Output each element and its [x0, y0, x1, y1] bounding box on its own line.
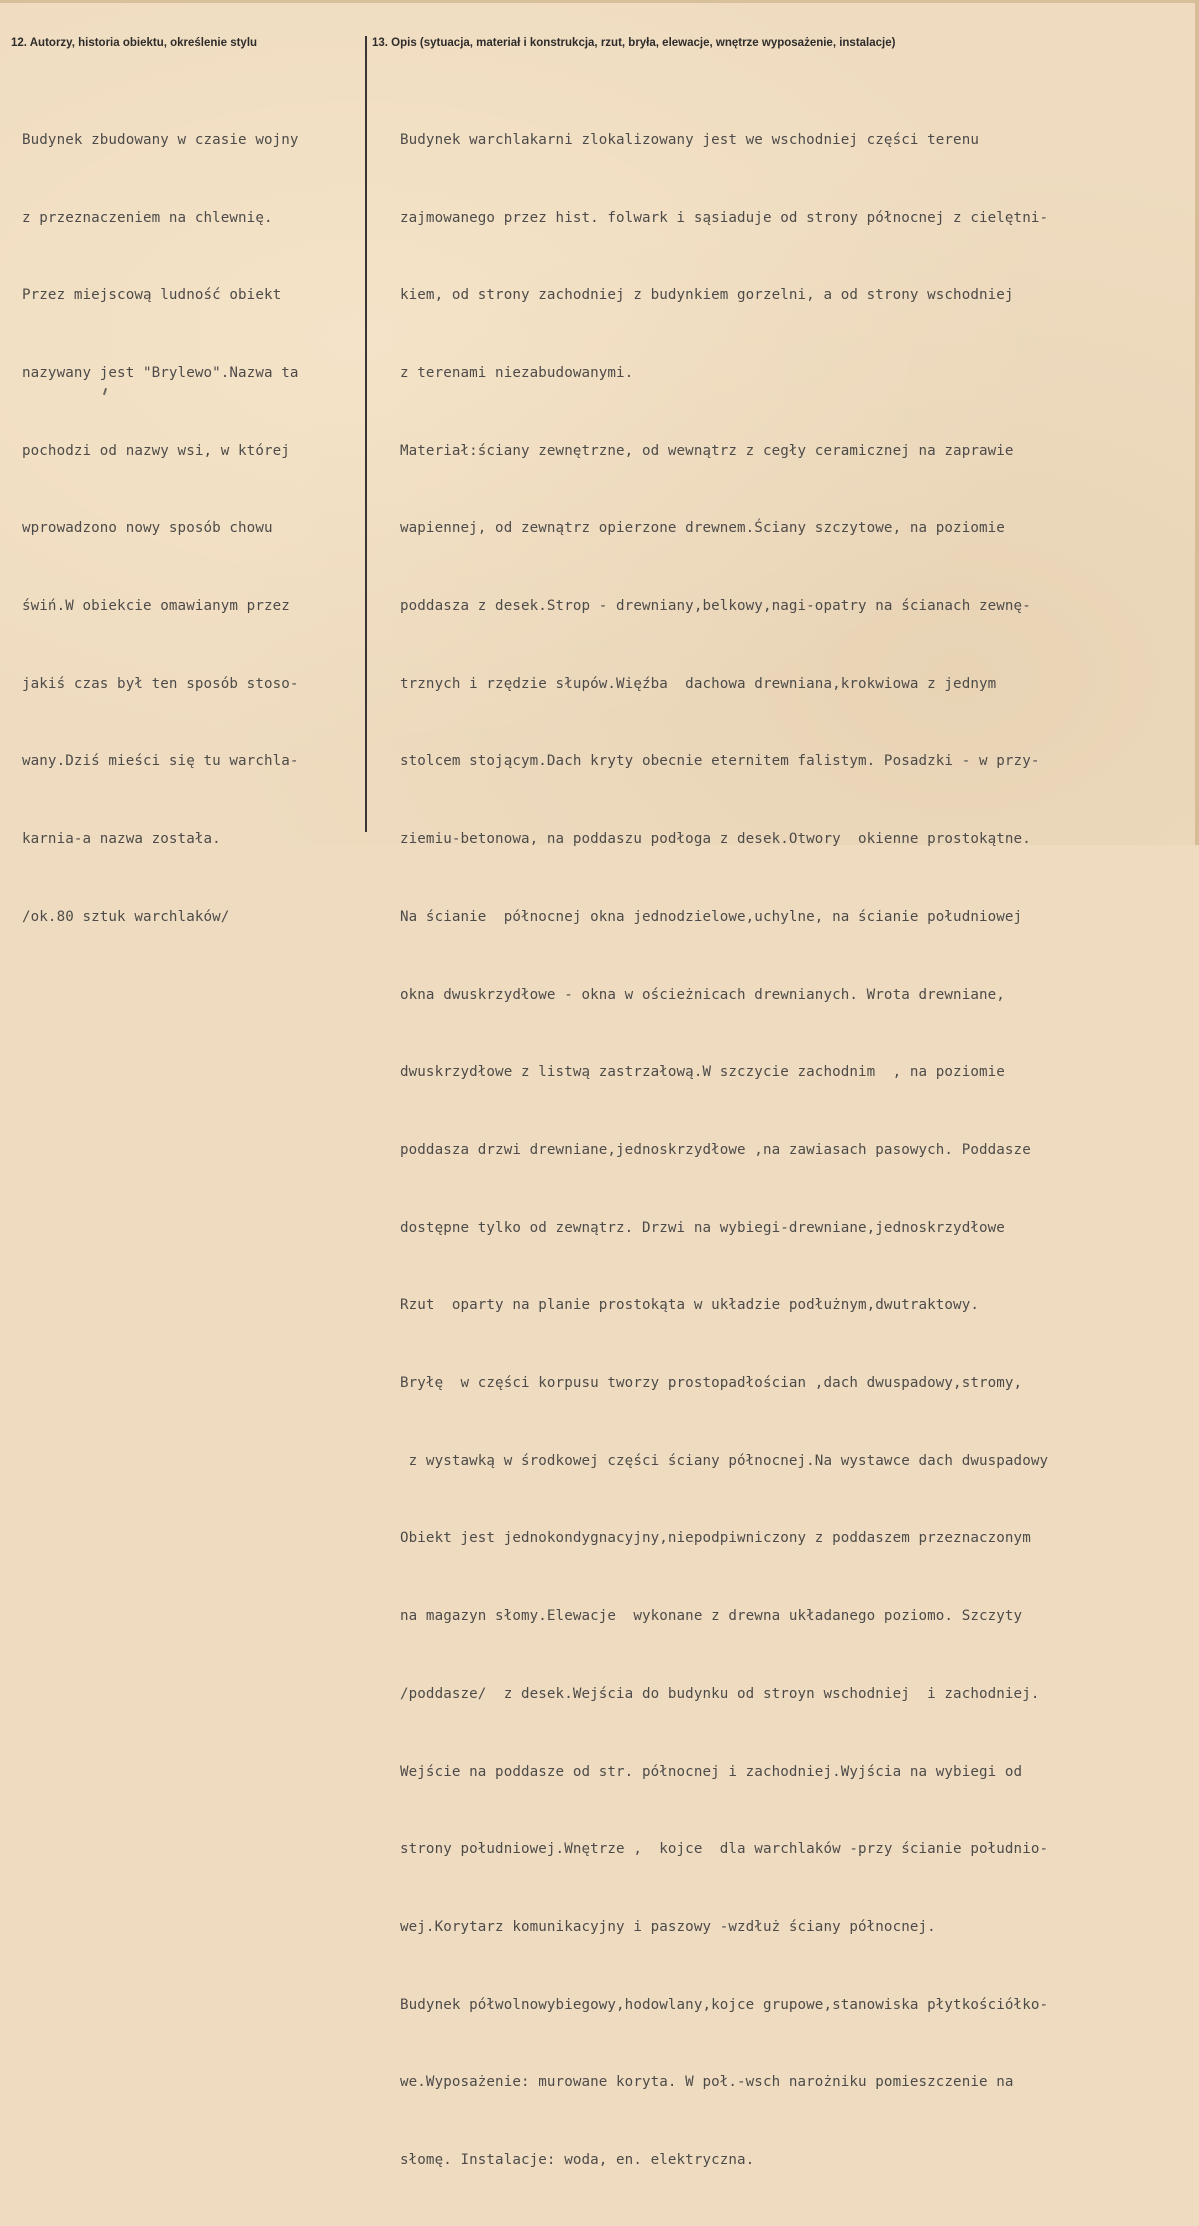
- left-line: świń.W obiekcie omawianym przez: [22, 598, 290, 615]
- right-line: stolcem stojącym.Dach kryty obecnie eternitem falistym. Posadzki - w przy-: [400, 753, 1040, 770]
- right-line: poddasza drzwi drewniane,jednoskrzydłowe ,na zawiasach pasowych. Poddasze: [400, 1141, 1031, 1158]
- right-line: z wystawką w środkowej części ściany północnej.Na wystawce dach dwuspadowy: [400, 1452, 1049, 1469]
- right-line: na magazyn słomy.Elewacje wykonane z drewna układanego poziomo. Szczyty: [400, 1608, 1023, 1625]
- left-line: wany.Dziś mieści się tu warchla-: [22, 753, 299, 770]
- left-line: wprowadzono nowy sposób chowu: [22, 520, 273, 537]
- right-line: Wejście na poddasze od str. północnej i zachodniej.Wyjścia na wybiegi od: [400, 1763, 1023, 1780]
- right-line: wapiennej, od zewnątrz opierzone drewnem.Ściany szczytowe, na poziomie: [400, 520, 1005, 537]
- right-line: wej.Korytarz komunikacyjny i paszowy -wzdłuż ściany północnej.: [400, 1918, 936, 1935]
- right-line: Budynek półwolnowybiegowy,hodowlany,kojce grupowe,stanowiska płytkościółko-: [400, 1996, 1049, 2013]
- right-line: dwuskrzydłowe z listwą zastrzałową.W szczycie zachodnim , na poziomie: [400, 1064, 1005, 1081]
- right-line: Materiał:ściany zewnętrzne, od wewnątrz z cegły ceramicznej na zaprawie: [400, 442, 1014, 459]
- right-line: Budynek warchlakarni zlokalizowany jest we wschodniej części terenu: [400, 131, 979, 148]
- right-line: we.Wyposażenie: murowane koryta. W poł.-wsch narożniku pomieszczenie na: [400, 2074, 1014, 2091]
- left-line: nazywany jest "Brylewo".Nazwa ta: [22, 364, 299, 381]
- right-line: ziemiu-betonowa, na poddaszu podłoga z desek.Otwory okienne prostokątne.: [400, 831, 1031, 848]
- paper-right-edge: [1195, 0, 1199, 845]
- right-line: poddasza z desek.Strop - drewniany,belkowy,nagi-opatry na ścianach zewnę-: [400, 598, 1031, 615]
- right-line: z terenami niezabudowanymi.: [400, 364, 634, 381]
- paper-top-edge: [0, 0, 1199, 3]
- left-line: z przeznaczeniem na chlewnię.: [22, 209, 273, 226]
- column-divider: [365, 36, 367, 832]
- right-column-text: [400, 76, 1048, 2226]
- header-description: 13. Opis (sytuacja, materiał i konstrukcja, rzut, bryła, elewacje, wnętrze wyposażenie, instalacje): [372, 37, 896, 49]
- right-line: kiem, od strony zachodniej z budynkiem gorzelni, a od strony wschodniej: [400, 287, 1014, 304]
- header-authors-history-style: 12. Autorzy, historia obiektu, określenie stylu: [11, 37, 258, 49]
- right-line: okna dwuskrzydłowe - okna w ościeżnicach drewnianych. Wrota drewniane,: [400, 986, 1005, 1003]
- right-line: Rzut oparty na planie prostokąta w układzie podłużnym,dwutraktowy.: [400, 1297, 979, 1314]
- right-line: Obiekt jest jednokondygnacyjny,niepodpiwniczony z poddaszem przeznaczonym: [400, 1530, 1031, 1547]
- right-line: Na ścianie północnej okna jednodzielowe,uchylne, na ścianie południowej: [400, 908, 1023, 925]
- right-line: /poddasze/ z desek.Wejścia do budynku od stroyn wschodniej i zachodniej.: [400, 1685, 1040, 1702]
- right-line: Bryłę w części korpusu tworzy prostopadłościan ,dach dwuspadowy,stromy,: [400, 1375, 1023, 1392]
- right-line: strony południowej.Wnętrze , kojce dla warchlaków -przy ścianie południo-: [400, 1841, 1049, 1858]
- right-line: zajmowanego przez hist. folwark i sąsiaduje od strony północnej z cielętni-: [400, 209, 1049, 226]
- right-line: słomę. Instalacje: woda, en. elektryczna.: [400, 2152, 755, 2169]
- left-line: jakiś czas był ten sposób stoso-: [22, 675, 299, 692]
- left-column-text: [22, 76, 299, 983]
- left-line: Przez miejscową ludność obiekt: [22, 287, 282, 304]
- left-line: Budynek zbudowany w czasie wojny: [22, 131, 299, 148]
- right-line: dostępne tylko od zewnątrz. Drzwi na wybiegi-drewniane,jednoskrzydłowe: [400, 1219, 1005, 1236]
- left-line: /ok.80 sztuk warchlaków/: [22, 908, 230, 925]
- right-line: trznych i rzędzie słupów.Więźba dachowa drewniana,krokwiowa z jednym: [400, 675, 997, 692]
- left-line: karnia-a nazwa została.: [22, 831, 221, 848]
- left-line: pochodzi od nazwy wsi, w której: [22, 442, 290, 459]
